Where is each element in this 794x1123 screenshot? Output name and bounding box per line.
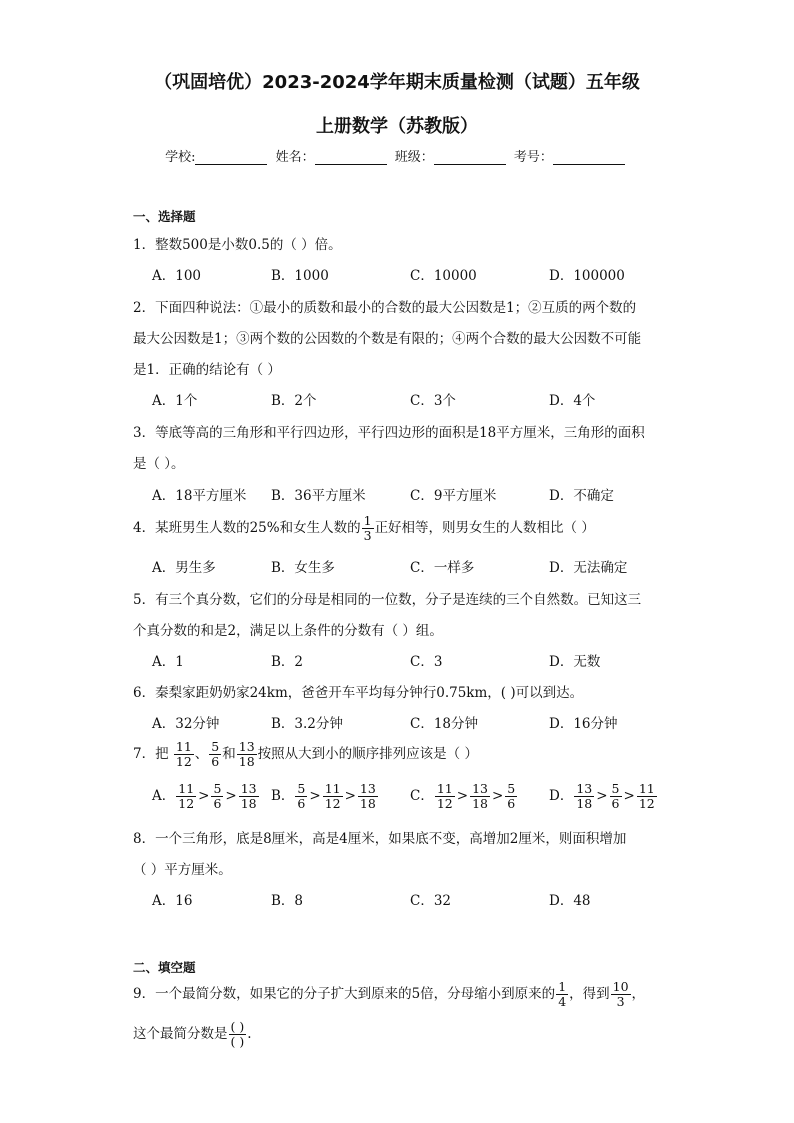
question-8-line-2: （ ）平方厘米。 (133, 862, 232, 878)
q7-option-fraction (574, 782, 594, 811)
q9-f1-numerator: 1 (558, 979, 567, 994)
question-1-text: 1．整数500是小数0.5的（ ）倍。 (133, 237, 342, 253)
fraction-denominator: 18 (240, 796, 257, 811)
q9-line2-end: . (247, 1026, 252, 1042)
number-label: 考号： (513, 150, 553, 165)
q7-fraction-3 (237, 740, 257, 769)
fraction-denominator: 6 (611, 796, 620, 811)
question-5-line-1: 5．有三个真分数，它们的分母是相同的一位数，分子是连续的三个自然数。已知这三 (133, 592, 642, 608)
fraction-denominator: 12 (324, 796, 341, 811)
q9-f2-numerator: 10 (612, 979, 629, 994)
q7-sep-1: 、 (194, 746, 209, 762)
fraction-numerator: 13 (359, 781, 376, 796)
fraction-numerator: 13 (576, 781, 593, 796)
q8-option-c[interactable]: C．32 (410, 893, 452, 909)
question-8-line-1: 8．一个三角形，底是8厘米，高是4厘米，如果底不变，高增加2厘米，则面积增加 (133, 831, 627, 847)
page-title: （巩固培优）2023-2024学年期末质量检测（试题）五年级 (154, 72, 640, 93)
fraction-numerator: 13 (240, 781, 257, 796)
q7-option-a[interactable] (152, 782, 260, 811)
q7-f1-numerator: 11 (175, 739, 192, 754)
greater-than-sign: > (491, 788, 504, 804)
fraction-denominator: 6 (507, 796, 516, 811)
q6-option-d[interactable]: D．16分钟 (549, 716, 618, 732)
fraction-denominator: 18 (472, 796, 488, 811)
q4-frac-denominator: 3 (363, 528, 372, 543)
q2-option-d[interactable]: D．4个 (549, 393, 596, 409)
number-blank[interactable] (553, 150, 625, 165)
q5-option-b[interactable]: B．2 (271, 654, 304, 670)
question-5-line-2: 个真分数的和是2，满足以上条件的分数有（ ）组。 (133, 623, 443, 639)
q1-option-d[interactable]: D．100000 (549, 268, 625, 284)
question-2-line-1: 2．下面四种说法：①最小的质数和最小的合数的最大公因数是1；②互质的两个数的 (133, 300, 637, 316)
fraction-denominator: 12 (638, 796, 655, 811)
question-7-text (133, 740, 478, 769)
q7-option-fraction (239, 782, 259, 811)
q4-option-a[interactable]: A．男生多 (152, 560, 216, 576)
fraction-denominator: 12 (436, 796, 453, 811)
q7-option-fraction (211, 782, 223, 811)
student-info-line (0, 146, 794, 165)
question-3-line-1: 3．等底等高的三角形和平行四边形，平行四边形的面积是18平方厘米，三角形的面积 (133, 425, 645, 441)
greater-than-sign: > (198, 788, 210, 804)
q7-option-fraction (637, 782, 657, 811)
q3-option-d[interactable]: D．不确定 (549, 488, 614, 504)
q1-option-a[interactable]: A．100 (152, 268, 202, 284)
greater-than-sign: > (456, 788, 469, 804)
greater-than-sign: > (596, 788, 608, 804)
q4-option-d[interactable]: D．无法确定 (549, 560, 628, 576)
q4-frac-numerator: 1 (363, 513, 372, 528)
fraction-numerator: 5 (297, 781, 306, 796)
q7-option-fraction (610, 782, 622, 811)
fraction-denominator: 18 (359, 796, 376, 811)
fraction-numerator: 5 (611, 781, 620, 796)
q6-option-c[interactable]: C．18分钟 (410, 716, 479, 732)
fraction-numerator: 5 (213, 781, 222, 796)
greater-than-sign: > (225, 788, 237, 804)
q7-option-c[interactable] (410, 782, 518, 811)
q3-option-a[interactable]: A．18平方厘米 (152, 488, 247, 504)
greater-than-sign: > (623, 788, 635, 804)
q7-fraction-2 (209, 740, 221, 769)
q7-option-fraction (176, 782, 196, 811)
section-heading-choice: 一、选择题 (133, 209, 196, 224)
q4-option-b[interactable]: B．女生多 (271, 560, 335, 576)
q7-option-fraction (435, 782, 455, 811)
q7-option-d[interactable] (549, 782, 658, 811)
q7-option-b[interactable] (271, 782, 379, 811)
name-label: 姓名： (275, 150, 315, 165)
q3-option-c[interactable]: C．9平方厘米 (410, 488, 497, 504)
q4-fraction (362, 514, 374, 543)
q4-option-c[interactable]: C．一样多 (410, 560, 475, 576)
school-label: 学校: (165, 150, 196, 165)
q7-f1-denominator: 12 (175, 754, 192, 769)
q9-text-pre: 9．一个最简分数，如果它的分子扩大到原来的5倍，分母缩小到原来的 (133, 986, 556, 1002)
q7-sep-2: 和 (222, 746, 236, 762)
q7-f3-numerator: 13 (238, 739, 255, 754)
q9-text-end: ， (631, 986, 646, 1002)
q9-answer-fraction[interactable] (229, 1020, 247, 1049)
class-blank[interactable] (434, 150, 506, 165)
question-9-line-2 (133, 1020, 252, 1049)
q7-option-fraction (358, 782, 378, 811)
q5-option-a[interactable]: A．1 (152, 654, 184, 670)
q7-text-pre: 7．把 (133, 746, 169, 762)
q6-option-b[interactable]: B．3.2分钟 (271, 716, 343, 732)
name-blank[interactable] (315, 150, 387, 165)
question-9-line-1 (133, 980, 645, 1009)
q8-option-a[interactable]: A．16 (152, 893, 193, 909)
question-2-line-3: 是1．正确的结论有（ ） (133, 362, 281, 378)
fraction-denominator: 6 (297, 796, 306, 811)
q9-fraction-2 (611, 980, 631, 1009)
fraction-denominator: 18 (576, 796, 593, 811)
section-heading-fill: 二、填空题 (133, 960, 196, 975)
question-4-text (133, 514, 595, 543)
page-subtitle: 上册数学（苏教版） (316, 116, 478, 137)
school-blank[interactable] (195, 150, 267, 165)
q7-option-label: C． (410, 788, 434, 804)
q7-f3-denominator: 18 (238, 754, 255, 769)
q3-option-b[interactable]: B．36平方厘米 (271, 488, 366, 504)
q7-option-fraction (295, 782, 307, 811)
fraction-numerator: 11 (178, 781, 195, 796)
q6-option-a[interactable]: A．32分钟 (152, 716, 220, 732)
q7-option-label: B． (271, 788, 295, 804)
fraction-numerator: 11 (638, 781, 655, 796)
question-3-line-2: 是（ ）。 (133, 456, 185, 472)
fraction-numerator: 5 (507, 781, 516, 796)
q5-option-c[interactable]: C．3 (410, 654, 443, 670)
q1-option-c[interactable]: C．10000 (410, 268, 477, 284)
q7-f2-numerator: 5 (211, 739, 220, 754)
q4-text-post: 正好相等，则男女生的人数相比（ ） (374, 520, 595, 536)
q7-option-fraction (470, 782, 490, 811)
question-6-text: 6．秦梨家距奶奶家24km，爸爸开车平均每分钟行0.75km，( )可以到达。 (133, 685, 584, 701)
q8-option-b[interactable]: B．8 (271, 893, 304, 909)
q9-f1-denominator: 4 (558, 994, 567, 1009)
q9-answer-numerator[interactable]: ( ) (230, 1019, 245, 1034)
q4-text-pre: 4．某班男生人数的25%和女生人数的 (133, 520, 361, 536)
question-2-line-2: 最大公因数是1；③两个数的公因数的个数是有限的；④两个合数的最大公因数不可能 (133, 331, 642, 347)
q1-option-b[interactable]: B．1000 (271, 268, 329, 284)
fraction-denominator: 6 (213, 796, 222, 811)
q5-option-d[interactable]: D．无数 (549, 654, 601, 670)
q7-f2-denominator: 6 (211, 754, 220, 769)
q9-f2-denominator: 3 (616, 994, 625, 1009)
q9-line2-text: 这个最简分数是 (133, 1026, 228, 1042)
fraction-numerator: 13 (472, 781, 488, 796)
q9-answer-denominator[interactable]: ( ) (230, 1034, 245, 1049)
q2-option-c[interactable]: C．3个 (410, 393, 456, 409)
q7-fraction-1 (174, 740, 194, 769)
q9-fraction-1 (556, 980, 568, 1009)
q7-option-fraction (505, 782, 517, 811)
fraction-numerator: 11 (324, 781, 341, 796)
q7-text-post: 按照从大到小的顺序排列应该是（ ） (257, 746, 478, 762)
class-label: 班级： (394, 150, 434, 165)
fraction-numerator: 11 (436, 781, 453, 796)
q7-option-fraction (323, 782, 343, 811)
q7-option-label: D． (549, 788, 574, 804)
q2-option-a[interactable]: A．1个 (152, 393, 198, 409)
greater-than-sign: > (344, 788, 356, 804)
q2-option-b[interactable]: B．2个 (271, 393, 317, 409)
greater-than-sign: > (309, 788, 321, 804)
q8-option-d[interactable]: D．48 (549, 893, 591, 909)
fraction-denominator: 12 (178, 796, 195, 811)
q7-option-label: A． (152, 788, 176, 804)
q9-text-mid: ，得到 (569, 986, 610, 1002)
